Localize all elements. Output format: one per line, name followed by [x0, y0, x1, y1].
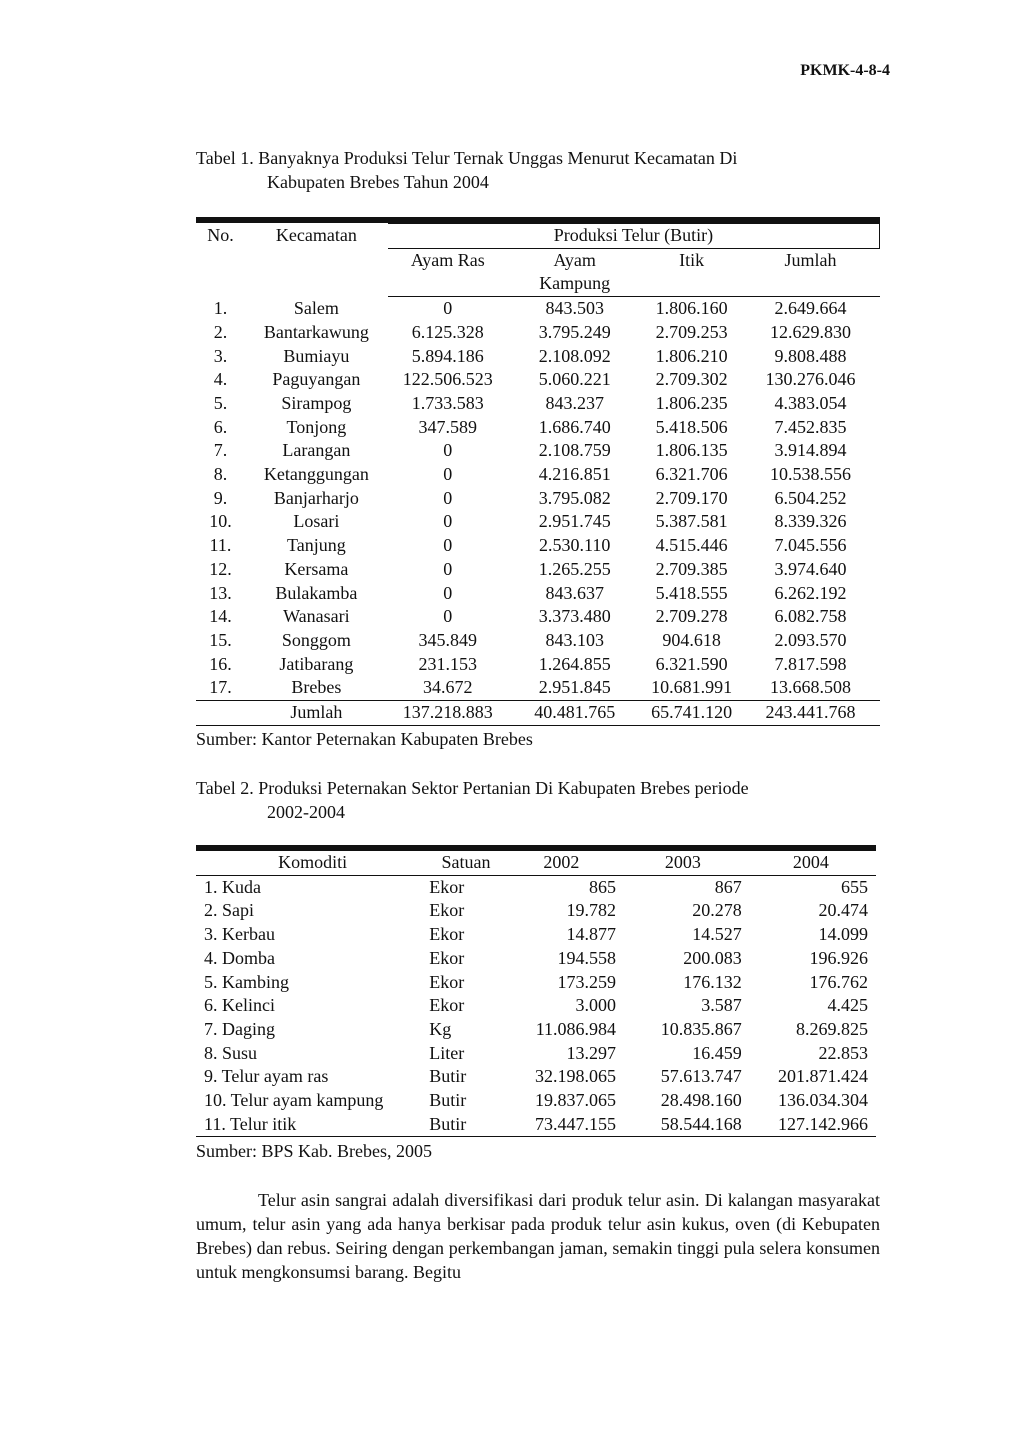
- header-2002: 2002: [503, 851, 620, 875]
- row-itik: 1.806.160: [655, 298, 728, 319]
- row-jumlah: 13.668.508: [770, 677, 852, 698]
- table-row: [196, 345, 880, 369]
- row-2002: 14.877: [566, 924, 617, 945]
- table-row: [196, 463, 880, 487]
- row-no: 17.: [209, 677, 232, 698]
- row-itik: 2.709.385: [655, 558, 728, 579]
- paragraph-text: Telur asin sangrai adalah diversifikasi dari produk telur asin. Di kalangan masyarakat umum, telur asin yang ada hanya berkisar pada produk telur asin kukus, oven (di Kebupaten Brebes) dan rebus. Seiring dengan perkembangan jaman, semakin tinggi pula selera konsumen untuk mengkonsumsi barang. Begitu: [196, 1190, 880, 1282]
- row-satuan: Butir: [429, 1090, 467, 1111]
- row-no: 7.: [213, 440, 228, 461]
- row-2002: 865: [589, 876, 617, 897]
- row-no: 11.: [209, 535, 232, 556]
- row-komoditi: 9. Telur ayam ras: [204, 1066, 329, 1087]
- table-row: [196, 875, 876, 899]
- header-no: No.: [207, 225, 234, 245]
- row-ayam-ras: 0: [443, 487, 453, 508]
- row-2002: 173.259: [557, 971, 617, 992]
- document-code: PKMK-4-8-4: [800, 62, 890, 79]
- row-2003: 10.835.867: [660, 1018, 742, 1039]
- header-itik: Itik: [679, 249, 705, 270]
- total-label: Jumlah: [245, 701, 388, 726]
- row-kecamatan: Banjarharjo: [273, 487, 359, 508]
- row-ayam-kampung: 1.686.740: [538, 416, 611, 437]
- table-row: [196, 439, 880, 463]
- row-jumlah: 3.914.894: [774, 440, 847, 461]
- row-ayam-kampung: 843.637: [545, 582, 604, 603]
- row-satuan: Ekor: [429, 947, 465, 968]
- row-2004: 196.926: [809, 947, 868, 968]
- row-ayam-ras: 345.849: [418, 629, 478, 650]
- row-itik: 1.806.135: [655, 440, 728, 461]
- row-ayam-ras: 347.589: [418, 416, 478, 437]
- table1-caption: [196, 146, 737, 194]
- row-2002: 73.447.155: [503, 1113, 620, 1137]
- total-jumlah: 243.441.768: [742, 701, 880, 726]
- row-kecamatan: Kersama: [284, 558, 349, 579]
- row-no: 2.: [213, 321, 228, 342]
- row-ayam-ras: 0: [443, 558, 453, 579]
- row-no: 10.: [209, 511, 232, 532]
- row-kecamatan: Paguyangan: [272, 369, 361, 390]
- row-2002: 3.000: [575, 995, 617, 1016]
- row-ayam-kampung: 5.060.221: [538, 369, 611, 390]
- row-itik: 6.321.706: [655, 464, 728, 485]
- row-jumlah: 7.452.835: [774, 416, 847, 437]
- row-itik: 904.618: [662, 629, 721, 650]
- row-2002: 19.782: [566, 900, 617, 921]
- row-komoditi: 3. Kerbau: [204, 924, 275, 945]
- table-row: [196, 676, 880, 700]
- row-komoditi: 10. Telur ayam kampung: [204, 1090, 384, 1111]
- row-no: 1.: [213, 297, 228, 318]
- row-satuan: Ekor: [429, 876, 465, 897]
- table1-total-row: [196, 701, 880, 726]
- table1-caption-line1: Tabel 1. Banyaknya Produksi Telur Ternak Unggas Menurut Kecamatan Di: [196, 148, 738, 168]
- table2-header-row: [196, 851, 876, 875]
- table2-source: Sumber: BPS Kab. Brebes, 2005: [196, 1141, 432, 1161]
- row-ayam-ras: 6.125.328: [411, 321, 484, 342]
- row-jumlah: 7.045.556: [774, 535, 847, 556]
- row-2004: 20.474: [818, 900, 868, 921]
- row-jumlah: 6.504.252: [774, 487, 847, 508]
- row-satuan: Ekor: [429, 924, 465, 945]
- row-2002: 13.297: [566, 1042, 617, 1063]
- row-no: 13.: [209, 582, 232, 603]
- row-jumlah: 2.093.570: [774, 629, 847, 650]
- row-kecamatan: Tanjung: [287, 535, 346, 556]
- table-row: [196, 971, 876, 995]
- row-jumlah: 2.649.664: [774, 298, 847, 319]
- table1-source: Sumber: Kantor Peternakan Kabupaten Brebes: [196, 729, 533, 749]
- total-ayam-ras: 137.218.883: [388, 701, 508, 726]
- row-kecamatan: Tonjong: [286, 416, 347, 437]
- row-ayam-ras: 0: [443, 535, 453, 556]
- row-2003: 200.083: [683, 947, 742, 968]
- egg-production-table: [196, 217, 880, 726]
- row-satuan: Butir: [429, 1113, 503, 1137]
- table-row: [196, 368, 880, 392]
- table-row: [196, 605, 880, 629]
- table2-caption: [196, 776, 749, 824]
- row-ayam-kampung: 843.237: [545, 392, 604, 413]
- header-2004: 2004: [746, 851, 876, 875]
- row-komoditi: 4. Domba: [204, 947, 275, 968]
- row-itik: 5.387.581: [655, 511, 728, 532]
- row-komoditi: 5. Kambing: [204, 971, 289, 992]
- row-ayam-kampung: 2.530.110: [539, 535, 611, 556]
- row-ayam-ras: 0: [443, 582, 453, 603]
- row-itik: 4.515.446: [655, 535, 728, 556]
- row-2002: 19.837.065: [535, 1090, 617, 1111]
- row-no: 5.: [213, 392, 228, 413]
- row-2003: 57.613.747: [660, 1066, 742, 1087]
- row-2003: 58.544.168: [620, 1113, 746, 1137]
- row-no: 16.: [209, 653, 232, 674]
- row-itik: 5.418.506: [655, 416, 728, 437]
- row-2002: 32.198.065: [535, 1066, 617, 1087]
- table-row: [196, 1089, 876, 1113]
- table-row: [196, 416, 880, 440]
- header-komoditi: Komoditi: [196, 851, 429, 875]
- row-jumlah: 4.383.054: [774, 392, 847, 413]
- row-no: 3.: [213, 345, 228, 366]
- header-produksi-telur: Produksi Telur (Butir): [388, 224, 880, 249]
- total-itik: 65.741.120: [642, 701, 742, 726]
- row-satuan: Ekor: [429, 900, 465, 921]
- row-kecamatan: Jatibarang: [279, 653, 354, 674]
- row-jumlah: 10.538.556: [770, 464, 852, 485]
- row-kecamatan: Losari: [293, 511, 340, 532]
- row-ayam-ras: 0: [443, 511, 453, 532]
- table-row: [196, 582, 880, 606]
- row-itik: 1.806.235: [655, 392, 728, 413]
- row-kecamatan: Songgom: [281, 629, 351, 650]
- row-no: 12.: [209, 558, 232, 579]
- row-komoditi: 1. Kuda: [204, 876, 261, 897]
- row-ayam-ras: 34.672: [423, 677, 473, 698]
- row-ayam-kampung: 2.108.092: [538, 345, 611, 366]
- row-jumlah: 6.082.758: [774, 606, 847, 627]
- table-row: [196, 994, 876, 1018]
- row-ayam-ras: 0: [443, 606, 453, 627]
- table-row: [196, 1065, 876, 1089]
- header-2003: 2003: [620, 851, 746, 875]
- row-satuan: Butir: [429, 1066, 467, 1087]
- row-2003: 20.278: [692, 900, 742, 921]
- table-row: [196, 923, 876, 947]
- header-jumlah: Jumlah: [784, 249, 837, 270]
- row-jumlah: 7.817.598: [774, 653, 847, 674]
- row-satuan: Ekor: [429, 995, 465, 1016]
- row-ayam-ras: 122.506.523: [402, 369, 493, 390]
- row-jumlah: 12.629.830: [770, 321, 852, 342]
- table-row: [196, 392, 880, 416]
- row-ayam-ras: 1.733.583: [411, 392, 484, 413]
- header-kecamatan: Kecamatan: [275, 225, 357, 245]
- row-itik: 1.806.210: [655, 345, 728, 366]
- row-ayam-kampung: 1.265.255: [538, 558, 611, 579]
- row-ayam-kampung: 2.951.745: [538, 511, 611, 532]
- row-2003: 176.132: [683, 971, 742, 992]
- row-kecamatan: Brebes: [291, 677, 342, 698]
- header-ayam-ras: Ayam Ras: [410, 249, 485, 270]
- row-itik: 5.418.555: [655, 582, 728, 603]
- table-row: [196, 321, 880, 345]
- row-ayam-kampung: 1.264.855: [538, 653, 611, 674]
- table-row: [196, 510, 880, 534]
- row-no: 15.: [209, 629, 232, 650]
- row-komoditi: 2. Sapi: [204, 900, 255, 921]
- row-ayam-kampung: 3.795.082: [538, 487, 611, 508]
- row-jumlah: 8.339.326: [774, 511, 847, 532]
- row-kecamatan: Wanasari: [283, 606, 350, 627]
- row-ayam-kampung: 843.503: [545, 298, 604, 319]
- total-ayam-kampung: 40.481.765: [508, 701, 642, 726]
- table-row: [196, 653, 880, 677]
- row-itik: 6.321.590: [655, 653, 728, 674]
- row-komoditi: 11. Telur itik: [196, 1113, 429, 1137]
- row-komoditi: 7. Daging: [204, 1018, 275, 1039]
- row-satuan: Kg: [429, 1018, 452, 1039]
- row-2003: 14.527: [692, 924, 742, 945]
- table2-caption-line2: 2002-2004: [267, 802, 345, 822]
- table-row: [196, 558, 880, 582]
- row-2004: 4.425: [827, 995, 868, 1016]
- row-itik: 2.709.253: [655, 321, 728, 342]
- row-2003: 3.587: [701, 995, 742, 1016]
- row-no: 14.: [209, 606, 232, 627]
- row-2002: 194.558: [557, 947, 617, 968]
- table1-caption-line2: Kabupaten Brebes Tahun 2004: [267, 172, 489, 192]
- body-paragraph: [196, 1188, 880, 1284]
- table-row: [196, 1042, 876, 1066]
- row-2004: 136.034.304: [778, 1090, 868, 1111]
- row-2004: 22.853: [818, 1042, 868, 1063]
- table1-body: [196, 297, 880, 701]
- row-2003: 16.459: [692, 1042, 742, 1063]
- row-no: 6.: [213, 416, 228, 437]
- table-row: [196, 487, 880, 511]
- row-kecamatan: Sirampog: [281, 392, 352, 413]
- table-row: [196, 534, 880, 558]
- row-2004: 8.269.825: [796, 1018, 868, 1039]
- row-no: 4.: [213, 369, 228, 390]
- row-ayam-kampung: 2.108.759: [538, 440, 611, 461]
- row-ayam-ras: 0: [443, 298, 453, 319]
- row-satuan: Ekor: [429, 971, 465, 992]
- row-ayam-kampung: 4.216.851: [538, 464, 611, 485]
- row-2004: 201.871.424: [778, 1066, 868, 1087]
- row-ayam-ras: 231.153: [418, 653, 478, 674]
- row-kecamatan: Bulakamba: [275, 582, 358, 603]
- row-itik: 2.709.302: [655, 369, 728, 390]
- row-ayam-kampung: 3.373.480: [538, 606, 611, 627]
- table-row: [196, 1113, 876, 1137]
- row-itik: 10.681.991: [651, 677, 733, 698]
- row-2002: 11.086.984: [535, 1018, 617, 1039]
- row-ayam-kampung: 2.951.845: [538, 677, 611, 698]
- row-2004: 176.762: [809, 971, 868, 992]
- table-row: [196, 899, 876, 923]
- row-2004: 14.099: [818, 924, 868, 945]
- row-2003: 867: [714, 876, 742, 897]
- row-jumlah: 3.974.640: [774, 558, 847, 579]
- row-kecamatan: Bantarkawung: [263, 321, 369, 342]
- row-2003: 28.498.160: [660, 1090, 742, 1111]
- row-2004: 127.142.966: [746, 1113, 876, 1137]
- row-no: 8.: [213, 464, 228, 485]
- header-satuan: Satuan: [429, 851, 503, 875]
- header-ayam-kampung-2: Kampung: [508, 272, 642, 296]
- table-row: [196, 297, 880, 321]
- row-kecamatan: Ketanggungan: [263, 464, 369, 485]
- table2-caption-line1: Tabel 2. Produksi Peternakan Sektor Pertanian Di Kabupaten Brebes periode: [196, 778, 749, 798]
- table-row: [196, 947, 876, 971]
- livestock-production-table: [196, 845, 876, 1137]
- table-row: [196, 629, 880, 653]
- row-satuan: Liter: [429, 1042, 465, 1063]
- table-row: [196, 1018, 876, 1042]
- row-no: 9.: [213, 487, 228, 508]
- row-kecamatan: Larangan: [282, 440, 351, 461]
- row-2004: 655: [841, 876, 868, 897]
- row-kecamatan: Salem: [293, 297, 339, 318]
- row-ayam-kampung: 843.103: [545, 629, 604, 650]
- row-ayam-ras: 0: [443, 464, 453, 485]
- header-ayam-kampung-1: Ayam: [553, 249, 596, 270]
- row-itik: 2.709.278: [655, 606, 728, 627]
- row-ayam-ras: 0: [443, 440, 453, 461]
- row-komoditi: 6. Kelinci: [204, 995, 275, 1016]
- row-komoditi: 8. Susu: [204, 1042, 258, 1063]
- row-ayam-ras: 5.894.186: [411, 345, 484, 366]
- row-ayam-kampung: 3.795.249: [538, 321, 611, 342]
- table2-body: [196, 875, 876, 1137]
- row-itik: 2.709.170: [655, 487, 728, 508]
- row-jumlah: 9.808.488: [774, 345, 847, 366]
- row-kecamatan: Bumiayu: [283, 345, 350, 366]
- row-jumlah: 6.262.192: [774, 582, 847, 603]
- row-jumlah: 130.276.046: [765, 369, 856, 390]
